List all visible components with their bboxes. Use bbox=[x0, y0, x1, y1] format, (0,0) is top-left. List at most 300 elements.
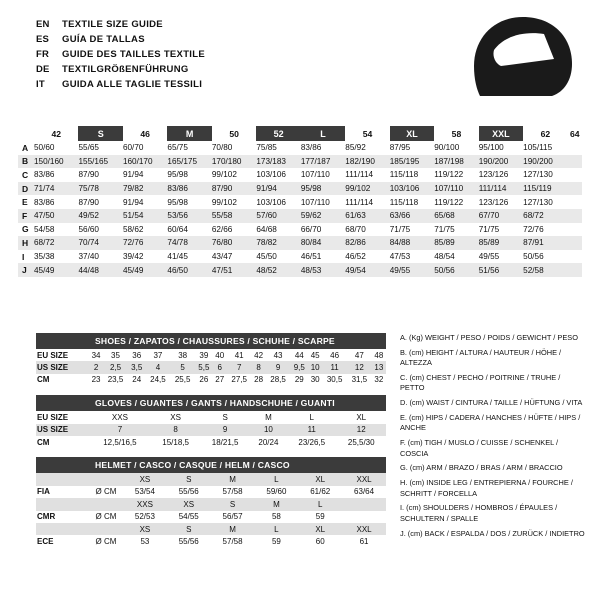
cell: 62/66 bbox=[211, 224, 233, 234]
cell: 59/62 bbox=[300, 211, 322, 221]
legend bbox=[400, 333, 585, 543]
cell: 165/175 bbox=[167, 156, 198, 166]
header-lang-code: IT bbox=[36, 79, 45, 90]
table-row bbox=[18, 236, 582, 250]
header-row bbox=[36, 63, 456, 76]
cell-empty bbox=[568, 263, 582, 277]
cell: 55/56 bbox=[178, 536, 199, 546]
cell: 49/54 bbox=[345, 265, 366, 275]
cell: 45/49 bbox=[34, 265, 55, 275]
cell: 82/86 bbox=[345, 238, 366, 248]
cell: 173/183 bbox=[256, 156, 286, 166]
cell: 48/53 bbox=[300, 265, 322, 275]
cell: L bbox=[309, 412, 314, 422]
cell-empty bbox=[568, 223, 582, 237]
size-header: M bbox=[229, 524, 236, 534]
row-key: H bbox=[22, 237, 29, 248]
cell: 72/76 bbox=[523, 224, 544, 234]
cell: 71/75 bbox=[478, 224, 500, 234]
header bbox=[36, 18, 456, 93]
cell: 95/98 bbox=[300, 184, 322, 194]
size-number: 46 bbox=[123, 126, 167, 141]
table-row bbox=[18, 168, 582, 182]
size-header: L bbox=[318, 499, 323, 509]
header-lang-code: DE bbox=[36, 64, 50, 75]
cell: 63/66 bbox=[389, 211, 411, 221]
cell: M bbox=[265, 412, 272, 422]
cell: 85/89 bbox=[478, 238, 500, 248]
row-key: E bbox=[22, 197, 28, 208]
cell: 39 bbox=[199, 350, 209, 360]
cell: 47/53 bbox=[389, 252, 411, 262]
unit-label: Ø CM bbox=[95, 536, 117, 546]
cell-empty bbox=[342, 498, 386, 510]
cell: 72/76 bbox=[122, 238, 144, 248]
cell: 56/60 bbox=[78, 224, 99, 234]
cell: 32 bbox=[374, 375, 384, 385]
cell: 70/74 bbox=[78, 238, 99, 248]
size-number: 42 bbox=[34, 126, 78, 141]
cell: 12 bbox=[356, 425, 366, 435]
cell: 51/54 bbox=[122, 211, 144, 221]
cell: 26 bbox=[199, 375, 209, 385]
gloves-title bbox=[36, 395, 386, 411]
table-row bbox=[36, 424, 386, 436]
cell-empty bbox=[568, 182, 582, 196]
cell-empty bbox=[342, 511, 386, 523]
table-row bbox=[36, 523, 386, 535]
cell: 107/110 bbox=[434, 184, 464, 194]
cell: 127/130 bbox=[523, 170, 553, 180]
cell: 47 bbox=[354, 350, 364, 360]
table-row bbox=[18, 195, 582, 209]
row-label: US SIZE bbox=[37, 425, 69, 435]
row-key: J bbox=[22, 265, 27, 276]
cell: 41 bbox=[234, 350, 244, 360]
cell: 54/55 bbox=[178, 512, 199, 522]
cell: 9,5 bbox=[293, 363, 305, 373]
cell: 84/88 bbox=[389, 238, 411, 248]
cell: 35/38 bbox=[34, 252, 55, 262]
cell: 59 bbox=[315, 512, 325, 522]
cell: 2 bbox=[93, 363, 99, 373]
cell: 50/56 bbox=[523, 252, 544, 262]
cell: 12,5/16,5 bbox=[103, 437, 137, 447]
table-row bbox=[18, 250, 582, 264]
divider bbox=[36, 386, 386, 395]
cell: 6 bbox=[217, 363, 222, 373]
header-lang-code: EN bbox=[36, 19, 50, 30]
cell: 55/56 bbox=[178, 487, 199, 497]
cell: 190/200 bbox=[478, 156, 509, 166]
header-title: GUIDA ALLE TAGLIE TESSILI bbox=[62, 79, 203, 90]
unit-label: Ø CM bbox=[95, 487, 117, 497]
size-header: XS bbox=[139, 475, 151, 485]
cell: 103/106 bbox=[256, 197, 286, 207]
cell: 23,5 bbox=[107, 375, 124, 385]
table-row bbox=[36, 511, 386, 523]
cell: 7 bbox=[236, 363, 242, 373]
legend-item: D. (cm) WAIST / CINTURA / TAILLE / HÜFTUNG / VITA bbox=[400, 398, 583, 408]
cell: 40 bbox=[215, 350, 225, 360]
cell: 67/70 bbox=[478, 211, 500, 221]
cell: 95/98 bbox=[167, 170, 188, 180]
cell: 115/118 bbox=[389, 197, 419, 207]
size-number: 64 bbox=[568, 126, 582, 141]
cell: 115/119 bbox=[523, 184, 552, 194]
legend-item: G. (cm) ARM / BRAZO / BRAS / ARM / BRACCIO bbox=[400, 463, 563, 473]
cell: 52/53 bbox=[134, 512, 155, 522]
cell: 45/49 bbox=[122, 265, 144, 275]
cell: XXS bbox=[111, 412, 128, 422]
cell: 99/102 bbox=[211, 197, 237, 207]
table-row bbox=[18, 182, 582, 196]
header-row bbox=[36, 33, 456, 46]
cell: 170/180 bbox=[211, 156, 242, 166]
table-row bbox=[36, 486, 386, 498]
table-row bbox=[36, 436, 386, 448]
size-header: M bbox=[229, 475, 236, 485]
cell: 111/114 bbox=[478, 184, 507, 194]
size-label-m: M bbox=[167, 126, 211, 141]
row-key: B bbox=[22, 156, 29, 167]
row-label: EU SIZE bbox=[37, 350, 69, 360]
cell: 57/58 bbox=[222, 536, 243, 546]
cell: 185/195 bbox=[389, 156, 420, 166]
cell: 71/75 bbox=[389, 224, 411, 234]
cell: 20/24 bbox=[258, 437, 279, 447]
table-row bbox=[36, 498, 386, 510]
size-number: 58 bbox=[434, 126, 478, 141]
cell: 65/75 bbox=[167, 143, 188, 153]
measurements-table bbox=[18, 126, 582, 277]
cell: 51/56 bbox=[478, 265, 500, 275]
cell: 45 bbox=[310, 350, 320, 360]
cell: 52/58 bbox=[523, 265, 544, 275]
cell: 38 bbox=[178, 350, 188, 360]
cell: 49/55 bbox=[389, 265, 411, 275]
cell: 119/122 bbox=[434, 170, 464, 180]
cell: 103/106 bbox=[389, 184, 420, 194]
cell: 55/65 bbox=[78, 143, 99, 153]
cell: 47/50 bbox=[34, 211, 55, 221]
cell: 12 bbox=[354, 363, 364, 373]
cell: 59 bbox=[271, 536, 281, 546]
cell: 9 bbox=[275, 363, 281, 373]
cell: 7 bbox=[117, 425, 123, 435]
cell: 60 bbox=[315, 536, 325, 546]
cell: 35 bbox=[111, 350, 120, 360]
cell: 68/72 bbox=[34, 238, 55, 248]
size-header: XL bbox=[315, 475, 326, 485]
cell: 57/58 bbox=[222, 487, 243, 497]
unit-label: Ø CM bbox=[95, 512, 117, 522]
cell: 55/58 bbox=[211, 211, 233, 221]
row-header-spacer bbox=[18, 126, 34, 141]
cell: 53/54 bbox=[134, 487, 155, 497]
cell: 10 bbox=[263, 425, 273, 435]
cell: 15/18,5 bbox=[162, 437, 189, 447]
cell: 123/126 bbox=[478, 197, 509, 207]
header-row bbox=[36, 78, 456, 91]
standard-label: ECE bbox=[37, 536, 54, 546]
cell: 37 bbox=[153, 350, 163, 360]
cell: 56/57 bbox=[222, 512, 243, 522]
cell: 87/90 bbox=[78, 170, 99, 180]
table-row bbox=[18, 263, 582, 277]
cell-empty bbox=[89, 473, 123, 485]
table-row bbox=[36, 349, 386, 361]
legend-item: F. (cm) TIGH / MUSLO / CUISSE / SCHENKEL / COSCIA bbox=[400, 438, 559, 458]
cell: 23 bbox=[91, 375, 101, 385]
size-header-row bbox=[18, 126, 582, 141]
cell: 63/64 bbox=[354, 487, 375, 497]
row-key: A bbox=[22, 142, 29, 153]
cell: 115/118 bbox=[389, 170, 419, 180]
cell: 99/102 bbox=[211, 170, 237, 180]
standard-label: CMR bbox=[37, 512, 56, 522]
cell: 50/56 bbox=[434, 265, 455, 275]
cell: 68/72 bbox=[523, 211, 544, 221]
cell: 60/64 bbox=[167, 224, 188, 234]
cell: 119/122 bbox=[434, 197, 464, 207]
size-header: XXL bbox=[356, 475, 372, 485]
cell: 46 bbox=[330, 350, 340, 360]
cell: 50/60 bbox=[34, 143, 55, 153]
cell: 23/26,5 bbox=[298, 437, 326, 447]
table-row bbox=[18, 155, 582, 169]
cell: 111/114 bbox=[345, 170, 374, 180]
cell: 85/89 bbox=[434, 238, 455, 248]
size-header: XS bbox=[139, 524, 151, 534]
cell: 9 bbox=[222, 425, 228, 435]
size-number: 62 bbox=[523, 126, 567, 141]
cell: 4 bbox=[155, 363, 161, 373]
table-row bbox=[36, 411, 386, 423]
cell: 24 bbox=[132, 375, 142, 385]
cell: 46/51 bbox=[300, 252, 322, 262]
header-row bbox=[36, 48, 456, 61]
cell: 182/190 bbox=[345, 156, 375, 166]
helmet-icon bbox=[468, 14, 578, 106]
cell: 61/63 bbox=[345, 211, 366, 221]
helmet-title-text: HELMET / CASCO / CASQUE / HELM / CASCO bbox=[95, 460, 290, 471]
size-header: XXS bbox=[136, 499, 153, 509]
header-row bbox=[36, 18, 456, 31]
cell: 71/74 bbox=[34, 184, 55, 194]
size-label-l-left: 52 bbox=[256, 126, 300, 141]
cell: 37/40 bbox=[78, 252, 99, 262]
header-title: GUIDE DES TAILLES TEXTILE bbox=[62, 49, 205, 60]
cell: 24,5 bbox=[150, 375, 166, 385]
cell: 41/45 bbox=[167, 252, 188, 262]
row-key: D bbox=[22, 183, 29, 194]
cell: 87/90 bbox=[211, 184, 233, 194]
legend-item: H. (cm) INSIDE LEG / ENTREPIERNA / FOURCHE / SCHRITT / FORCELLA bbox=[400, 478, 573, 498]
size-header: XXL bbox=[356, 524, 372, 534]
header-title: TEXTILGRÖßENFÜHRUNG bbox=[62, 64, 189, 75]
cell: 61/62 bbox=[310, 487, 331, 497]
cell: XL bbox=[356, 412, 367, 422]
row-label-empty bbox=[36, 523, 89, 535]
cell: 160/170 bbox=[122, 156, 153, 166]
cell: 75/78 bbox=[78, 184, 99, 194]
cell: 25,5 bbox=[174, 375, 191, 385]
size-header: S bbox=[229, 499, 236, 509]
header-title: TEXTILE SIZE GUIDE bbox=[62, 19, 163, 30]
size-label-l: L bbox=[301, 126, 345, 141]
helmet-title bbox=[36, 457, 386, 473]
cell: 43/47 bbox=[211, 252, 233, 262]
legend-item: E. (cm) HIPS / CADERA / HANCHES / HÜFTE / HIPS / ANCHE bbox=[400, 413, 581, 433]
cell: 58 bbox=[271, 512, 281, 522]
cell: 11 bbox=[330, 363, 339, 373]
cell: 83/86 bbox=[34, 197, 55, 207]
cell: 13 bbox=[374, 363, 384, 373]
cell: 187/198 bbox=[434, 156, 464, 166]
cell-empty bbox=[568, 209, 582, 223]
cell: 57/60 bbox=[256, 211, 277, 221]
cell: 59/60 bbox=[266, 487, 287, 497]
standard-label: FIA bbox=[37, 487, 50, 497]
cell: 28,5 bbox=[270, 375, 286, 385]
cell: 8 bbox=[173, 425, 178, 435]
legend-item: I. (cm) SHOULDERS / HOMBROS / ÉPAULES / SCHULTERN / SPALLE bbox=[400, 503, 558, 523]
cell: 71/75 bbox=[434, 224, 455, 234]
cell: 58/62 bbox=[122, 224, 144, 234]
row-key: I bbox=[22, 251, 25, 262]
cell: 30,5 bbox=[326, 375, 343, 385]
cell: 105/115 bbox=[523, 143, 553, 153]
cell: 48 bbox=[374, 350, 384, 360]
cell: 78/82 bbox=[256, 238, 277, 248]
cell: 44/48 bbox=[78, 265, 99, 275]
legend-item: B. (cm) HEIGHT / ALTURA / HAUTEUR / HÖHE / ALTEZZA bbox=[400, 347, 562, 368]
shoes-title-text: SHOES / ZAPATOS / CHAUSSURES / SCHUHE / SCARPE bbox=[95, 336, 335, 346]
cell: 34 bbox=[91, 350, 101, 360]
cell: 49/55 bbox=[478, 252, 500, 262]
cell-empty bbox=[568, 141, 582, 155]
shoes-title bbox=[36, 333, 386, 349]
cell: 30 bbox=[310, 375, 320, 385]
cell: 18/21,5 bbox=[211, 437, 239, 447]
cell: 31,5 bbox=[351, 375, 368, 385]
header-lang-code: ES bbox=[36, 34, 50, 45]
row-label: EU SIZE bbox=[37, 412, 69, 422]
cell: 53 bbox=[140, 536, 150, 546]
size-number: 50 bbox=[212, 126, 256, 141]
table-row bbox=[36, 535, 386, 547]
header-title: GUÍA DE TALLAS bbox=[62, 34, 145, 45]
size-header: M bbox=[273, 499, 280, 509]
cell: 47/51 bbox=[211, 265, 233, 275]
cell: 53/56 bbox=[167, 211, 188, 221]
cell: 48/52 bbox=[256, 265, 277, 275]
cell: 83/86 bbox=[34, 170, 55, 180]
cell: 49/52 bbox=[78, 211, 99, 221]
size-header: S bbox=[186, 475, 192, 485]
cell: 123/126 bbox=[478, 170, 509, 180]
table-row bbox=[36, 374, 386, 386]
table-row bbox=[18, 141, 582, 155]
cell-empty bbox=[568, 155, 582, 169]
cell: XS bbox=[170, 412, 181, 422]
cell: 91/94 bbox=[256, 184, 277, 194]
cell: 91/94 bbox=[122, 170, 144, 180]
table-row bbox=[36, 361, 386, 373]
cell: 10 bbox=[310, 363, 320, 373]
row-label: CM bbox=[37, 437, 50, 447]
size-header: L bbox=[274, 475, 279, 485]
cell: 5,5 bbox=[198, 363, 210, 373]
cell: 85/92 bbox=[345, 143, 366, 153]
cell-empty bbox=[89, 523, 123, 535]
cell: 64/68 bbox=[256, 224, 277, 234]
cell: 103/106 bbox=[256, 170, 286, 180]
table-row bbox=[36, 473, 386, 485]
cell: 29 bbox=[294, 375, 304, 385]
cell: 42 bbox=[254, 350, 264, 360]
helmet-table bbox=[36, 473, 386, 547]
cell: 46/52 bbox=[345, 252, 366, 262]
table-row bbox=[18, 223, 582, 237]
cell: 190/200 bbox=[523, 156, 553, 166]
cell: 68/70 bbox=[345, 224, 366, 234]
row-label-empty bbox=[36, 473, 89, 485]
cell-empty bbox=[89, 498, 123, 510]
cell-empty bbox=[568, 168, 582, 182]
cell: 45/50 bbox=[256, 252, 277, 262]
cell: 70/80 bbox=[211, 143, 233, 153]
cell: 28 bbox=[254, 375, 264, 385]
table-row bbox=[18, 209, 582, 223]
cell: 25,5/30 bbox=[347, 437, 375, 447]
cell: 43 bbox=[273, 350, 283, 360]
cell: 2,5 bbox=[109, 363, 122, 373]
shoes-table bbox=[36, 349, 386, 386]
cell: 39/42 bbox=[122, 252, 144, 262]
cell: 177/187 bbox=[300, 156, 331, 166]
legend-item: C. (cm) CHEST / PECHO / POITRINE / TRUHE / PETTO bbox=[400, 373, 561, 393]
legend-item: A. (Kg) WEIGHT / PESO / POIDS / GEWICHT / PESO bbox=[400, 333, 578, 342]
cell-empty bbox=[568, 250, 582, 264]
cell: 127/130 bbox=[523, 197, 553, 207]
cell: 60/70 bbox=[122, 143, 144, 153]
header-lang-code: FR bbox=[36, 49, 50, 60]
cell: 80/84 bbox=[300, 238, 322, 248]
cell: 46/50 bbox=[167, 265, 188, 275]
row-label-empty bbox=[36, 498, 89, 510]
sub-tables bbox=[36, 333, 386, 548]
size-header: S bbox=[186, 524, 192, 534]
divider bbox=[36, 448, 386, 457]
cell: 107/110 bbox=[300, 197, 330, 207]
cell: 90/100 bbox=[434, 143, 460, 153]
size-header: L bbox=[274, 524, 279, 534]
cell: 99/102 bbox=[345, 184, 371, 194]
cell-empty bbox=[568, 236, 582, 250]
cell: 87/90 bbox=[78, 197, 99, 207]
size-header: XL bbox=[315, 524, 326, 534]
cell: 65/68 bbox=[434, 211, 455, 221]
cell: 79/82 bbox=[122, 184, 144, 194]
cell: 107/110 bbox=[300, 170, 330, 180]
cell: 83/86 bbox=[300, 143, 322, 153]
cell-empty bbox=[568, 195, 582, 209]
cell: 27 bbox=[215, 375, 225, 385]
cell: 61 bbox=[359, 536, 369, 546]
row-label: US SIZE bbox=[37, 363, 69, 373]
